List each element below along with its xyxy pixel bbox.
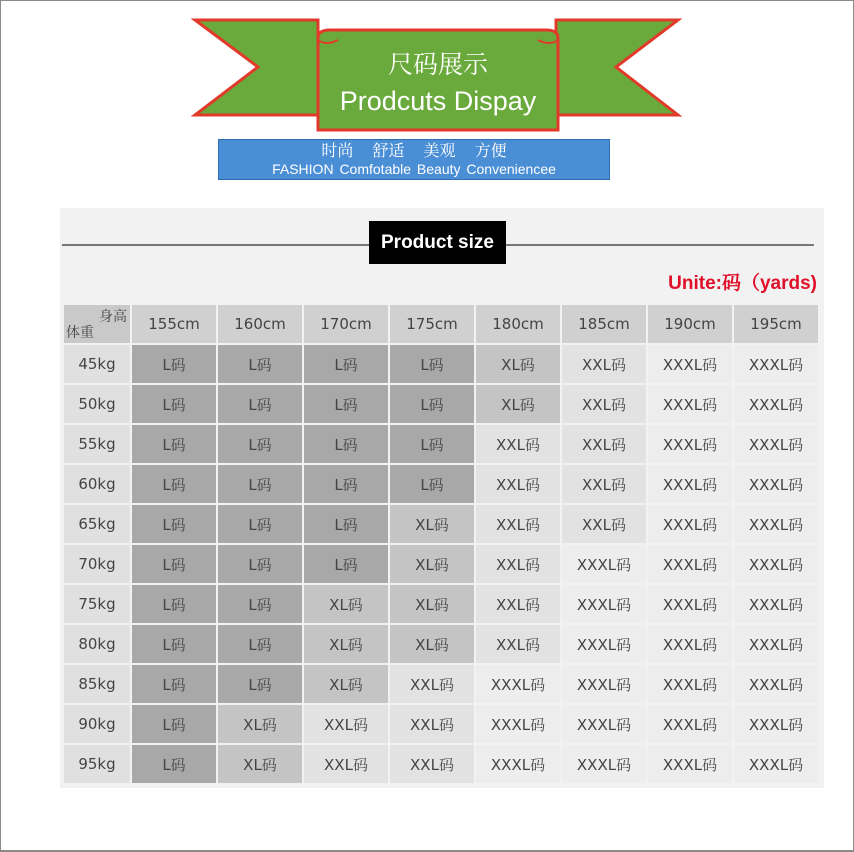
section-label: Product size <box>369 221 506 264</box>
height-header: 180cm <box>476 305 560 343</box>
weight-cell: 55kg <box>64 425 130 463</box>
weight-cell: 50kg <box>64 385 130 423</box>
tagline-chinese: 时尚 舒适 美观 方便 <box>321 141 507 160</box>
size-cell: L码 <box>132 505 216 543</box>
size-cell: XXXL码 <box>648 425 732 463</box>
size-cell: XXXL码 <box>648 465 732 503</box>
banner-subtitle: Prodcuts Dispay <box>339 86 537 116</box>
size-cell: XL码 <box>476 385 560 423</box>
size-cell: XXXL码 <box>734 745 818 783</box>
size-cell: XL码 <box>390 545 474 583</box>
size-cell: XXL码 <box>562 465 646 503</box>
table-row <box>64 625 818 663</box>
height-header: 195cm <box>734 305 818 343</box>
size-cell: XXL码 <box>304 705 388 743</box>
table-row <box>64 425 818 463</box>
banner-title: 尺码展示 <box>387 50 488 79</box>
size-cell: L码 <box>132 625 216 663</box>
size-cell: L码 <box>132 585 216 623</box>
size-cell: XXXL码 <box>734 705 818 743</box>
height-header: 170cm <box>304 305 388 343</box>
size-table-body <box>64 345 818 783</box>
size-cell: L码 <box>390 385 474 423</box>
size-cell: XXXL码 <box>476 705 560 743</box>
table-row <box>64 505 818 543</box>
size-cell: L码 <box>218 585 302 623</box>
size-cell: XXL码 <box>562 345 646 383</box>
table-row <box>64 345 818 383</box>
size-cell: XL码 <box>390 585 474 623</box>
table-row <box>64 585 818 623</box>
header-row <box>64 305 818 343</box>
size-cell: XXXL码 <box>562 705 646 743</box>
size-cell: XXXL码 <box>648 585 732 623</box>
size-cell: XXXL码 <box>648 545 732 583</box>
size-cell: XXXL码 <box>734 585 818 623</box>
size-cell: XXL码 <box>476 585 560 623</box>
height-header: 175cm <box>390 305 474 343</box>
size-cell: L码 <box>218 385 302 423</box>
size-cell: XXL码 <box>476 465 560 503</box>
size-cell: XXXL码 <box>648 745 732 783</box>
size-cell: XL码 <box>390 505 474 543</box>
corner-weight-label: 体重 <box>66 325 94 341</box>
unit-label: Unite:码（yards) <box>668 273 817 294</box>
size-cell: XXXL码 <box>734 465 818 503</box>
size-cell: XXXL码 <box>734 345 818 383</box>
size-cell: XL码 <box>476 345 560 383</box>
size-cell: XXXL码 <box>734 505 818 543</box>
size-cell: XXXL码 <box>648 665 732 703</box>
size-cell: L码 <box>132 545 216 583</box>
size-cell: XL码 <box>304 585 388 623</box>
size-cell: L码 <box>390 465 474 503</box>
size-cell: L码 <box>218 625 302 663</box>
size-cell: XXL码 <box>476 545 560 583</box>
size-cell: XL码 <box>218 745 302 783</box>
size-cell: L码 <box>304 425 388 463</box>
table-row <box>64 545 818 583</box>
table-row <box>64 745 818 783</box>
size-chart-table <box>62 303 820 785</box>
size-cell: L码 <box>390 425 474 463</box>
size-cell: XXXL码 <box>562 745 646 783</box>
size-cell: XXXL码 <box>562 585 646 623</box>
size-cell: XXL码 <box>476 425 560 463</box>
size-cell: L码 <box>132 665 216 703</box>
size-cell: XXL码 <box>390 665 474 703</box>
weight-cell: 85kg <box>64 665 130 703</box>
height-header: 160cm <box>218 305 302 343</box>
size-cell: XXXL码 <box>476 745 560 783</box>
size-cell: XXXL码 <box>562 625 646 663</box>
height-header: 190cm <box>648 305 732 343</box>
size-cell: XXXL码 <box>648 705 732 743</box>
size-cell: L码 <box>304 385 388 423</box>
size-cell: XXL码 <box>304 745 388 783</box>
size-cell: L码 <box>218 345 302 383</box>
size-cell: XXXL码 <box>734 425 818 463</box>
size-cell: XXL码 <box>476 505 560 543</box>
size-cell: XXL码 <box>476 625 560 663</box>
table-row <box>64 465 818 503</box>
size-cell: XXXL码 <box>648 345 732 383</box>
size-cell: XXL码 <box>562 505 646 543</box>
size-cell: XL码 <box>304 665 388 703</box>
size-cell: XXL码 <box>562 425 646 463</box>
size-cell: L码 <box>304 345 388 383</box>
size-cell: L码 <box>132 705 216 743</box>
size-cell: L码 <box>132 345 216 383</box>
size-cell: L码 <box>132 465 216 503</box>
size-cell: L码 <box>218 505 302 543</box>
weight-cell: 80kg <box>64 625 130 663</box>
size-cell: L码 <box>304 545 388 583</box>
size-cell: L码 <box>304 465 388 503</box>
weight-cell: 65kg <box>64 505 130 543</box>
size-cell: XXXL码 <box>734 665 818 703</box>
corner-header <box>64 305 130 343</box>
size-cell: XXL码 <box>390 745 474 783</box>
tagline-bar <box>218 139 610 180</box>
size-cell: XL码 <box>390 625 474 663</box>
weight-cell: 45kg <box>64 345 130 383</box>
height-header: 155cm <box>132 305 216 343</box>
size-cell: L码 <box>132 385 216 423</box>
weight-cell: 60kg <box>64 465 130 503</box>
table-row <box>64 705 818 743</box>
size-cell: XXXL码 <box>562 665 646 703</box>
weight-cell: 95kg <box>64 745 130 783</box>
size-cell: XXXL码 <box>648 625 732 663</box>
size-cell: XXXL码 <box>734 385 818 423</box>
size-cell: XXXL码 <box>562 545 646 583</box>
weight-cell: 90kg <box>64 705 130 743</box>
size-cell: XXXL码 <box>648 385 732 423</box>
size-cell: XL码 <box>218 705 302 743</box>
title-banner <box>0 0 854 140</box>
tagline-english: FASHION Comfotable Beauty Conveniencee <box>272 161 556 177</box>
size-cell: L码 <box>218 545 302 583</box>
size-cell: L码 <box>304 505 388 543</box>
size-cell: L码 <box>390 345 474 383</box>
table-row <box>64 385 818 423</box>
size-cell: XL码 <box>304 625 388 663</box>
weight-cell: 75kg <box>64 585 130 623</box>
size-cell: L码 <box>132 745 216 783</box>
size-cell: L码 <box>218 425 302 463</box>
size-cell: XXL码 <box>562 385 646 423</box>
size-cell: L码 <box>218 665 302 703</box>
size-cell: XXXL码 <box>734 545 818 583</box>
corner-height-label: 身高 <box>99 309 127 325</box>
size-cell: XXXL码 <box>476 665 560 703</box>
size-cell: XXL码 <box>390 705 474 743</box>
size-cell: L码 <box>132 425 216 463</box>
weight-cell: 70kg <box>64 545 130 583</box>
size-cell: L码 <box>218 465 302 503</box>
height-header: 185cm <box>562 305 646 343</box>
size-cell: XXXL码 <box>648 505 732 543</box>
table-row <box>64 665 818 703</box>
size-cell: XXXL码 <box>734 625 818 663</box>
